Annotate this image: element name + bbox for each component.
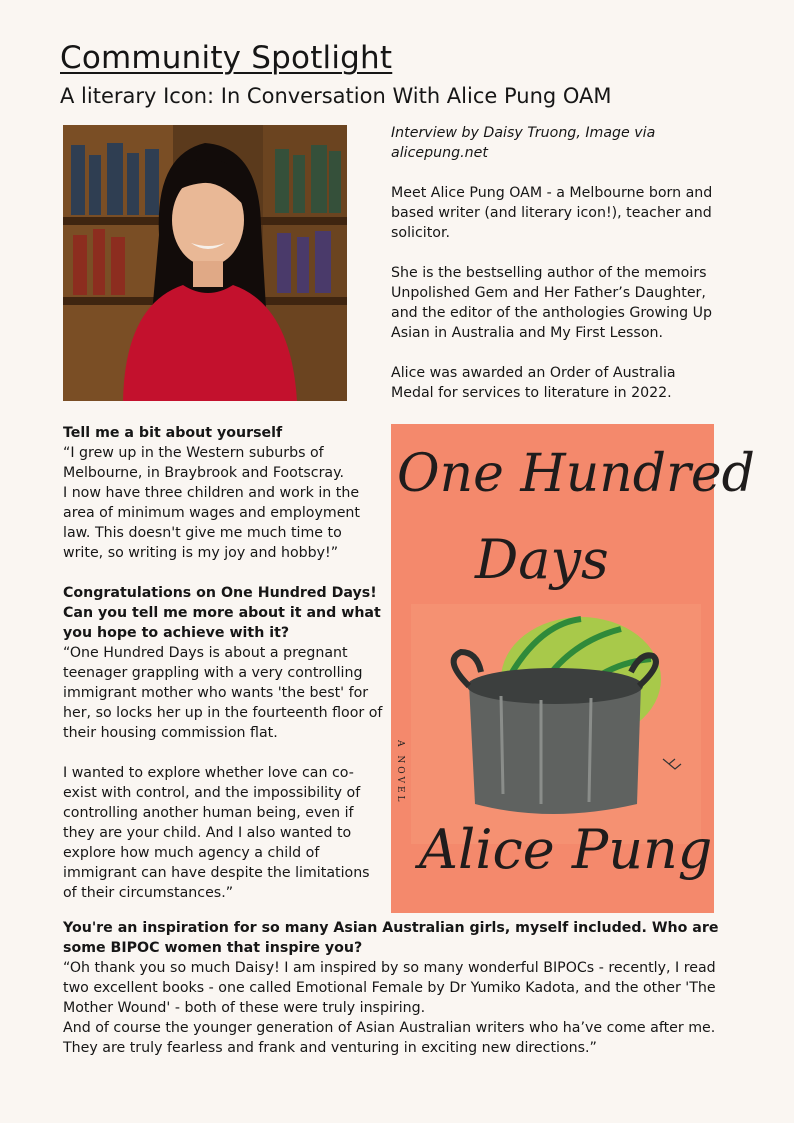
interview-left-column	[63, 423, 385, 923]
book-author: Alice Pung	[419, 818, 713, 881]
interview-answer: “I grew up in the Western suburbs of Melbourne, in Braybrook and Footscray. I now have three children and work in the area of minimum wages and employment law. This doesn't give me much time to write, so writing is my joy and hobby!”	[63, 445, 360, 561]
author-photo	[63, 125, 347, 401]
intro-section	[391, 123, 721, 423]
interview-answer: “One Hundred Days is about a pregnant teenager grappling with a very controlling immigrant mother who wants 'the best' for her, so locks her up in the fourteenth floor of their housing commission flat.	[63, 645, 383, 741]
page-subtitle: A literary Icon: In Conversation With Alice Pung OAM	[60, 84, 612, 108]
book-title-line-1: One Hundred	[397, 444, 755, 504]
page-title: Community Spotlight	[60, 40, 393, 76]
interview-answer: I wanted to explore whether love can co-exist with control, and the impossibility of controlling another human being, even if they are your child. And I also wanted to explore how much agency a child of immigrant can have despite the limitations of their circumstances.”	[63, 765, 370, 901]
interview-question: You're an inspiration for so many Asian Australian girls, myself included. Who are some BIPOC women that inspire you?	[63, 920, 719, 956]
intro-paragraph: She is the bestselling author of the memoirs Unpolished Gem and Her Father’s Daughter, and the editor of the anthologies Growing Up Asian in Australia and My First Lesson.	[391, 265, 712, 341]
qa-block	[63, 423, 385, 563]
interview-answer: “Oh thank you so much Daisy! I am inspired by so many wonderful BIPOCs - recently, I read two excellent books - one called Emotional Female by Dr Yumiko Kadota, and the other 'The Mother Wound' - both of these were truly inspiring. And of course the younger generation of Asian Australian writers who ha’ve come after me. They are truly fearless and frank and venturing in exciting new directions.”	[63, 960, 716, 1056]
book-cover	[391, 424, 755, 913]
spine-text: A NOVEL	[395, 740, 405, 805]
qa-block	[63, 583, 385, 743]
image-credit: Interview by Daisy Truong, Image via alicepung.net	[391, 125, 656, 161]
interview-question: Congratulations on One Hundred Days! Can you tell me more about it and what you hope to achieve with it?	[63, 585, 381, 641]
book-title-line-2: Days	[475, 528, 609, 591]
intro-paragraph: Meet Alice Pung OAM - a Melbourne born and based writer (and literary icon!), teacher and solicitor.	[391, 185, 713, 241]
qa-block	[63, 918, 731, 1058]
intro-paragraph: Alice was awarded an Order of Australia Medal for services to literature in 2022.	[391, 365, 676, 401]
interview-question: Tell me a bit about yourself	[63, 425, 283, 441]
interview-bottom-section	[63, 918, 731, 1058]
